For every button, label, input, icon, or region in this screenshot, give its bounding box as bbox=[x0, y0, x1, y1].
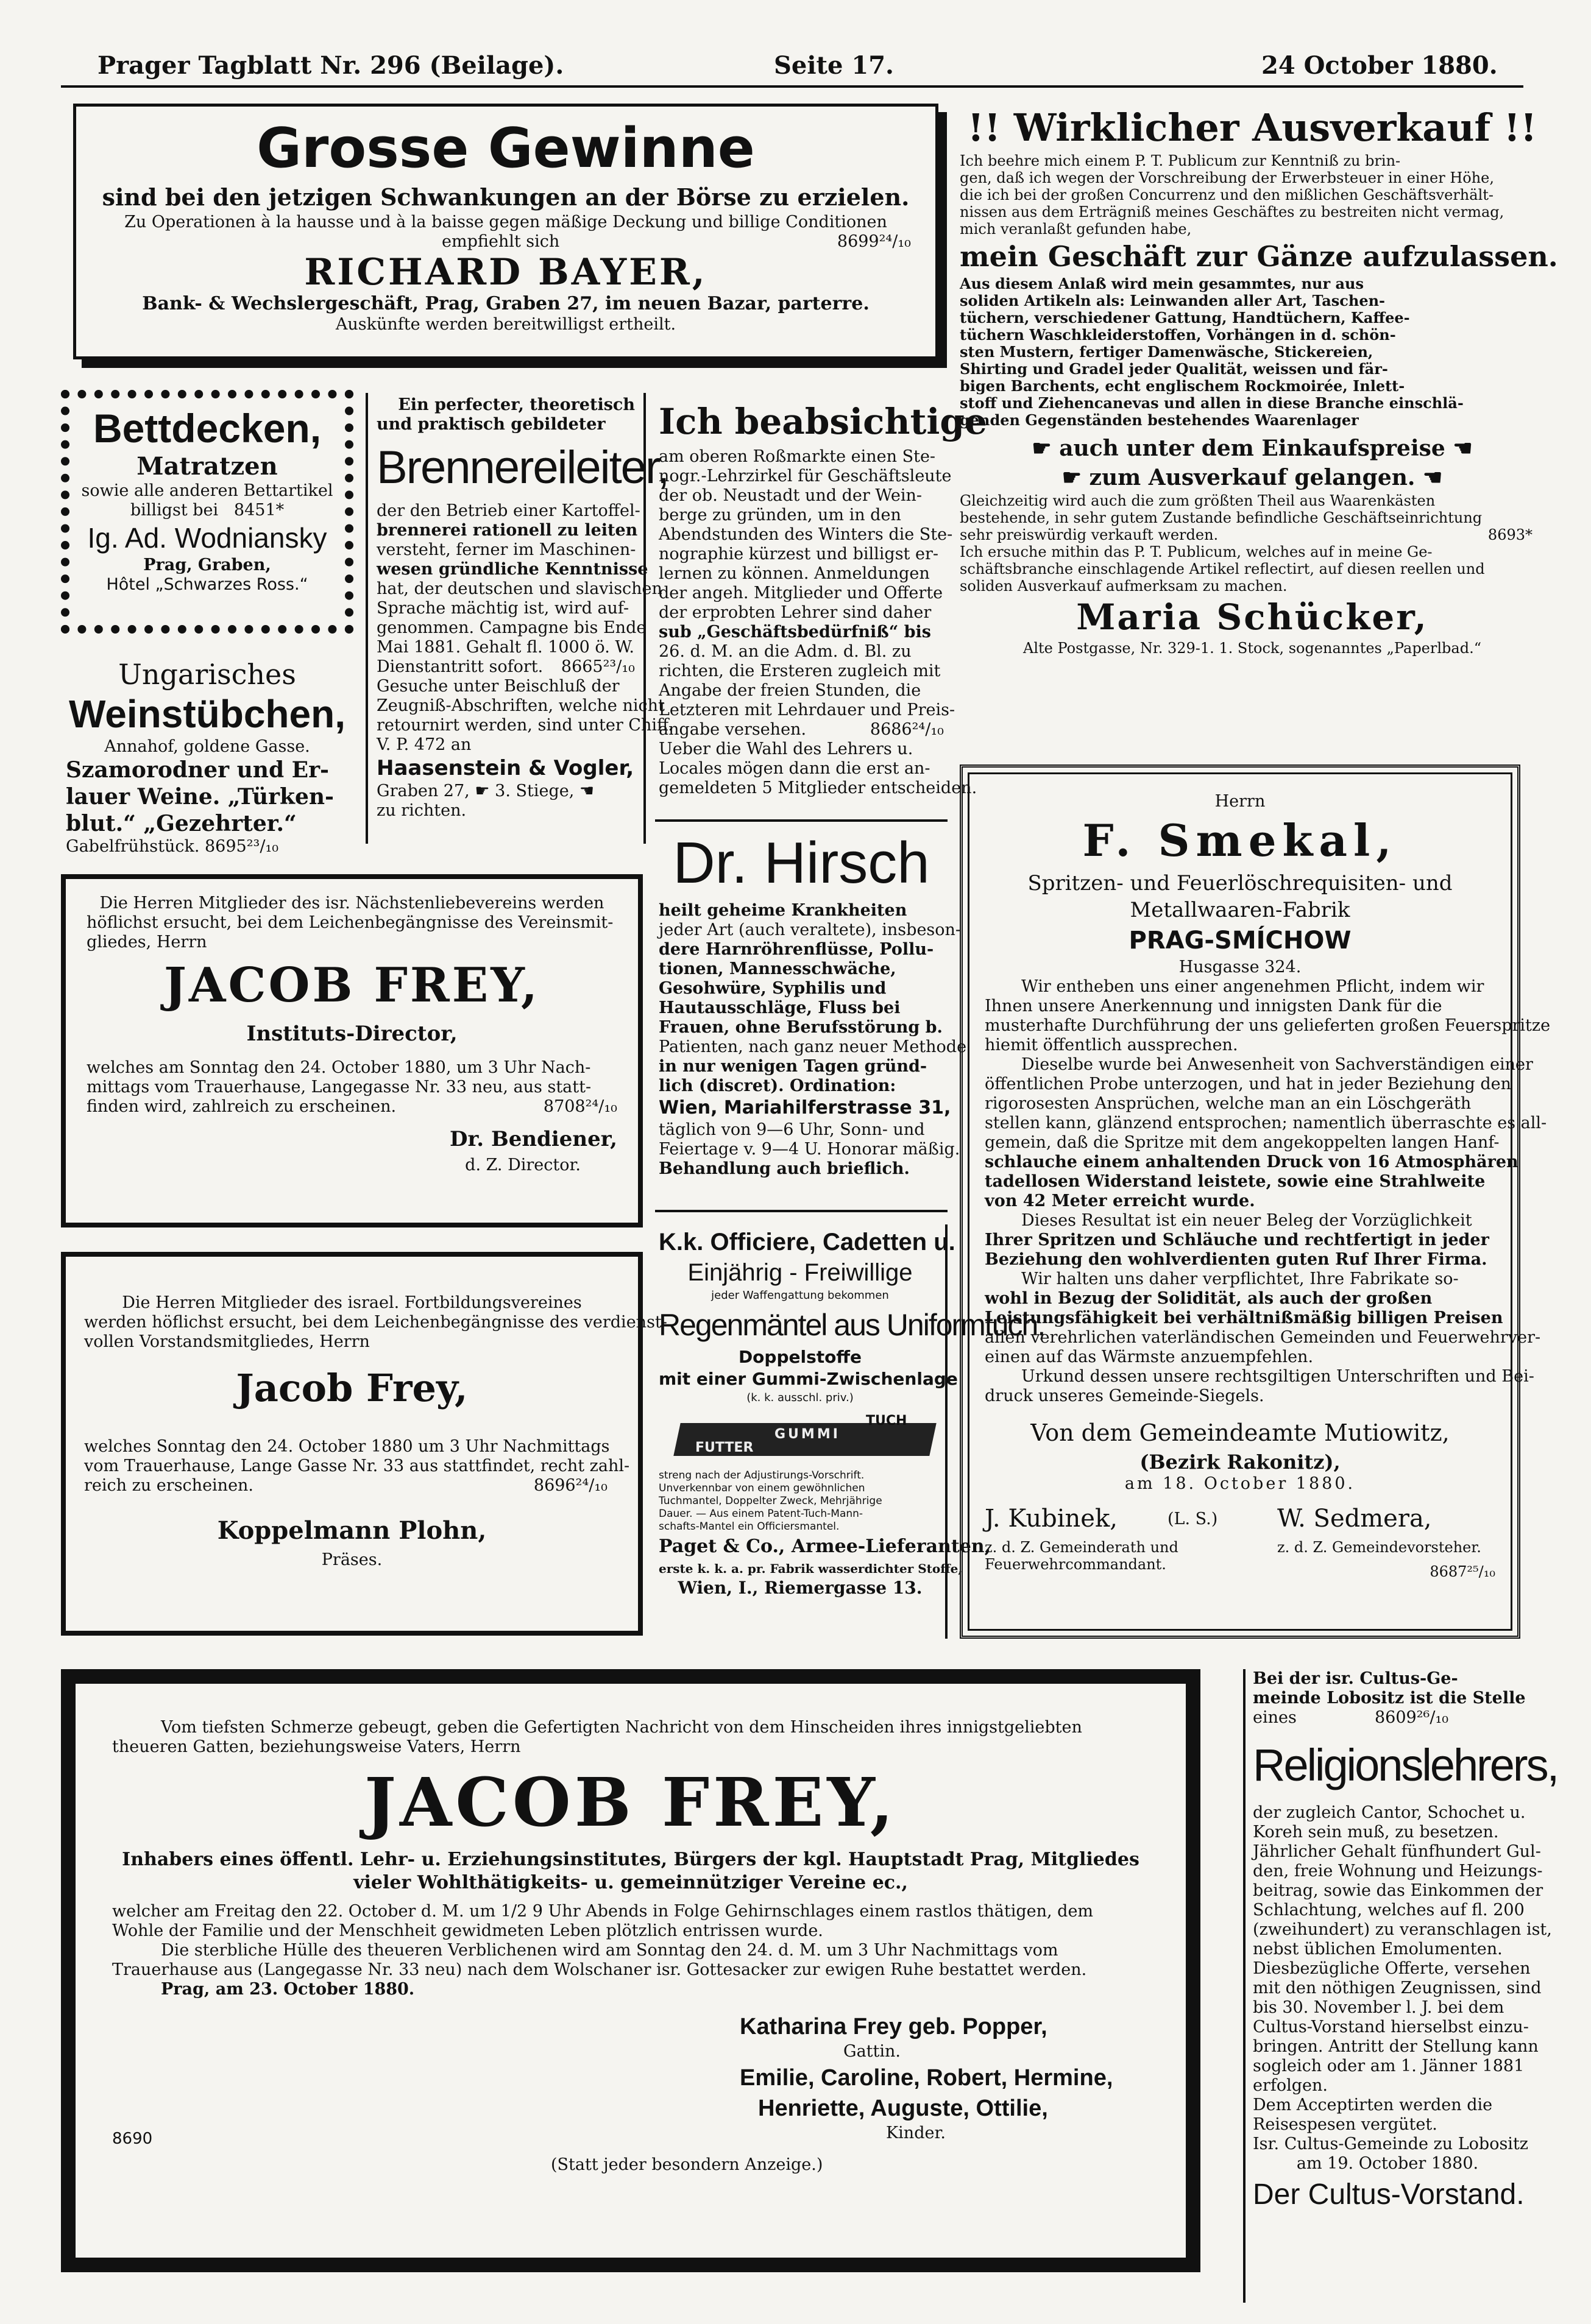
frey3-footer: (Statt jeder besondern Anzeige.) bbox=[551, 2155, 823, 2174]
hirsch-line: lich (discret). Ordination: bbox=[659, 1076, 896, 1095]
ausverkauf-list-line: Shirting und Gradel jeder Qualität, weissen und fär- bbox=[960, 360, 1388, 378]
smekal-body bbox=[985, 977, 1551, 1406]
brennerei-advert bbox=[366, 393, 673, 844]
bayer-code: 8699²⁴/₁₀ bbox=[837, 232, 911, 251]
wein-code: 8695²³/₁₀ bbox=[205, 837, 279, 856]
bettdecken-hotel: Hôtel „Schwarzes Ross.“ bbox=[106, 575, 308, 594]
ausverkauf-mid-2 bbox=[960, 463, 1545, 492]
frey2-intro bbox=[84, 1293, 667, 1352]
relig-line: sogleich oder am 1. Jänner 1881 bbox=[1253, 2057, 1525, 2075]
paget-firm-2: erste k. k. a. pr. Fabrik wasserdichter Stoffe, bbox=[659, 1561, 963, 1576]
lehr-text: angabe versehen. bbox=[659, 720, 807, 739]
bettdecken-text-2 bbox=[80, 501, 334, 520]
relig-line: Isr. Cultus-Gemeinde zu Lobositz bbox=[1253, 2135, 1529, 2153]
frey2-signature-2: Präses. bbox=[321, 1550, 383, 1569]
frey3-code: 8690 bbox=[112, 2130, 153, 2148]
ausverkauf-outro bbox=[960, 492, 1545, 595]
ausverkauf-headline: mein Geschäft zur Gänze aufzulassen. bbox=[960, 240, 1558, 273]
hirsch-line: Patienten, nach ganz neuer Methode bbox=[659, 1037, 967, 1056]
lehr-line: sub „Geschäftsbedürfniß“ bis bbox=[659, 623, 932, 641]
lehr-line: richten, die Ersteren zugleich mit bbox=[659, 662, 941, 680]
relig-line: erfolgen. bbox=[1253, 2076, 1328, 2095]
frey3-body bbox=[112, 1902, 1149, 1999]
ausverkauf-intro-line: mich veranlaßt gefunden habe, bbox=[960, 221, 1192, 238]
frey-notice-2 bbox=[61, 1252, 667, 1636]
frey1-signature-2: d. Z. Director. bbox=[465, 1156, 581, 1174]
pointing-hand-icon: ☚ bbox=[1415, 465, 1443, 490]
smekal-line: musterhafte Durchführung der uns gelieferten großen Feuerspritze bbox=[985, 1016, 1551, 1035]
smekal-sub-2: Metallwaaren-Fabrik bbox=[1130, 898, 1350, 922]
paget-line: schafts-Mantel ein Officiersmantel. bbox=[659, 1520, 840, 1533]
ausverkauf-outro-line: schäftsbranche einschlagende Artikel reflectirt, auf diesen reellen und bbox=[960, 560, 1485, 577]
lehr-line: Abendstunden des Winters die Ste- bbox=[659, 525, 953, 544]
ausverkauf-list bbox=[960, 275, 1545, 429]
brenn-line: genommen. Campagne bis Ende bbox=[377, 618, 647, 637]
smekal-line: stellen kann, glänzend entsprochen; namentlich überraschte es all- bbox=[985, 1114, 1547, 1132]
ausverkauf-list-line: sten Mustern, fertiger Damenwäsche, Stickereien, bbox=[960, 343, 1373, 361]
smekal-date: am 18. October 1880. bbox=[1124, 1474, 1356, 1493]
ausverkauf-outro-line bbox=[960, 526, 1545, 543]
hirsch-line: Frauen, ohne Berufsstörung b. bbox=[659, 1018, 943, 1037]
smekal-herrn: Herrn bbox=[1214, 792, 1266, 811]
frey3-sig-1b: Gattin. bbox=[843, 2042, 901, 2061]
running-header-page: Seite 17. bbox=[774, 51, 894, 80]
smekal-ls: (L. S.) bbox=[1168, 1510, 1218, 1528]
ausverkauf-outro-line: bestehende, in sehr gutem Zustande befindliche Geschäftseinrichtung bbox=[960, 509, 1483, 526]
frey3-line: Wohle der Familie und der Menschheit gewidmeten Leben plötzlich entrissen wurde. bbox=[112, 1921, 823, 1940]
lehr-line: der ob. Neustadt und der Wein- bbox=[659, 486, 923, 505]
frey1-line: mittags vom Trauerhause, Langegasse Nr. 33 neu, aus statt- bbox=[87, 1078, 592, 1097]
paget-firm-3: Wien, I., Riemergasse 13. bbox=[678, 1578, 923, 1598]
lehr-line: lernen zu können. Anmeldungen bbox=[659, 564, 930, 583]
frey3-signatures bbox=[112, 2014, 1149, 2221]
bettdecken-sub: Matratzen bbox=[136, 452, 278, 481]
brenn-line: der den Betrieb einer Kartoffel- bbox=[377, 501, 640, 520]
brenn-text-2: und praktisch gebildeter bbox=[377, 415, 606, 434]
relig-line: Reisespesen vergütet. bbox=[1253, 2115, 1437, 2134]
brenn-text-1: Ein perfecter, theoretisch bbox=[398, 395, 635, 414]
smekal-street: Husgasse 324. bbox=[1178, 958, 1302, 977]
relig-intro bbox=[1253, 1669, 1526, 1728]
smekal-sig1: J. Kubinek, bbox=[985, 1505, 1118, 1533]
smekal-advert bbox=[960, 765, 1551, 1639]
brenn-title: Brennereileiter, bbox=[377, 442, 669, 493]
ausverkauf-outro-text: sehr preiswürdig verkauft werden. bbox=[960, 526, 1219, 543]
running-header-date: 24 October 1880. bbox=[1261, 51, 1498, 80]
bayer-name: RICHARD BAYER, bbox=[304, 251, 707, 294]
bayer-text-2 bbox=[94, 232, 917, 252]
smekal-code: 8687²⁵/₁₀ bbox=[1430, 1563, 1495, 1580]
bettdecken-name: Ig. Ad. Wodniansky bbox=[87, 522, 327, 554]
smekal-line: von 42 Meter erreicht wurde. bbox=[985, 1192, 1255, 1210]
frey3-title-2: vieler Wohlthätigkeits- u. gemeinnütziger Vereine ec., bbox=[353, 1872, 908, 1893]
ausverkauf-intro-line: Ich beehre mich einem P. T. Publicum zur Kenntniß zu brin- bbox=[960, 152, 1401, 169]
paget-firm: Paget & Co., Armee-Lieferanten, bbox=[659, 1536, 991, 1557]
brenn-address-2: 3. Stiege, bbox=[495, 782, 575, 800]
ausverkauf-advert bbox=[954, 104, 1558, 734]
frey3-line: Trauerhause aus (Langegasse Nr. 33 neu) nach dem Wolschaner isr. Gottesacker zur ewigen Ruhe bestattet werden. bbox=[112, 1960, 1087, 1979]
relig-line: den, freie Wohnung und Heizungs- bbox=[1253, 1862, 1543, 1881]
relig-line: Diesbezügliche Offerte, versehen bbox=[1253, 1959, 1531, 1978]
ausverkauf-title: !! Wirklicher Ausverkauf !! bbox=[967, 105, 1537, 150]
wein-text-5 bbox=[66, 837, 349, 856]
frey3-line: Vom tiefsten Schmerze gebeugt, geben die Gefertigten Nachricht von dem Hinscheiden ihres innigstgeliebten bbox=[161, 1718, 1082, 1737]
smekal-line: Dieselbe wurde bei Anwesenheit von Sachverständigen einer bbox=[1021, 1055, 1533, 1074]
bettdecken-advert bbox=[61, 390, 353, 634]
bettdecken-title: Bettdecken, bbox=[93, 406, 322, 451]
smekal-line: Beziehung den wohlverdienten guten Ruf Ihrer Firma. bbox=[985, 1250, 1487, 1269]
frey1-code: 8708²⁴/₁₀ bbox=[543, 1097, 617, 1116]
smekal-sig2: W. Sedmera, bbox=[1277, 1505, 1432, 1533]
frey1-line: gliedes, Herrn bbox=[87, 933, 207, 952]
relig-line: Jährlicher Gehalt fünfhundert Gul- bbox=[1253, 1842, 1541, 1861]
frey3-intro bbox=[112, 1718, 1149, 1757]
frey3-sig-1: Katharina Frey geb. Popper, bbox=[740, 2014, 1047, 2040]
religionslehrer-advert bbox=[1243, 1669, 1558, 2303]
wein-title-2: Weinstübchen, bbox=[69, 692, 345, 736]
brenn-line: Sprache mächtig ist, wird auf- bbox=[377, 599, 629, 618]
paget-line: Dauer. — Aus einem Patent-Tuch-Mann- bbox=[659, 1508, 863, 1520]
wein-text-3: lauer Weine. „Türken- bbox=[66, 784, 334, 810]
smekal-line: druck unseres Gemeinde-Siegels. bbox=[985, 1386, 1264, 1405]
paget-logo bbox=[659, 1411, 941, 1466]
frey1-body bbox=[87, 1058, 617, 1117]
brenn-body bbox=[377, 501, 673, 755]
wein-title-1: Ungarisches bbox=[118, 658, 296, 691]
lehr-line: am oberen Roßmarkte einen Ste- bbox=[659, 447, 936, 466]
frey2-name: Jacob Frey, bbox=[236, 1366, 468, 1410]
relig-line: Dem Acceptirten werden die bbox=[1253, 2096, 1493, 2114]
hirsch-line: heilt geheime Krankheiten bbox=[659, 901, 907, 920]
ausverkauf-intro-line: nissen aus dem Erträgniß meines Geschäftes zu bestreiten nicht vermag, bbox=[960, 203, 1504, 221]
paget-logo-futter: FUTTER bbox=[695, 1440, 754, 1455]
ausverkauf-list-line: tüchern Waschkleiderstoffen, Vorhängen in d. schön- bbox=[960, 326, 1396, 344]
hirsch-line: jeder Art (auch veraltete), insbeson- bbox=[659, 920, 962, 939]
smekal-line: schlauche einem anhaltenden Druck von 16 Atmosphären bbox=[985, 1153, 1518, 1171]
frey2-text: reich zu erscheinen. bbox=[84, 1476, 254, 1495]
ausverkauf-list-line: soliden Artikeln als: Leinwanden aller Art, Taschen- bbox=[960, 292, 1386, 309]
brenn-line bbox=[377, 657, 635, 677]
frey2-line: vom Trauerhause, Lange Gasse Nr. 33 aus stattfindet, recht zahl- bbox=[84, 1457, 630, 1475]
ausverkauf-list-line: genden Gegenständen bestehendes Waarenlager bbox=[960, 411, 1359, 429]
paget-line: Tuchmantel, Doppelter Zweck, Mehrjährige bbox=[659, 1495, 882, 1507]
frey3-sig-3b: Kinder. bbox=[886, 2124, 946, 2142]
relig-line: am 19. October 1880. bbox=[1296, 2154, 1479, 2173]
frey2-line: Die Herren Mitglieder des israel. Fortbildungsvereines bbox=[122, 1293, 582, 1312]
lehr-line: Ueber die Wahl des Lehrers u. bbox=[659, 740, 913, 758]
relig-signature: Der Cultus-Vorstand. bbox=[1253, 2178, 1525, 2211]
brenn-line: Gesuche unter Beischluß der bbox=[377, 677, 620, 696]
frey2-line: vollen Vorstandsmitgliedes, Herrn bbox=[84, 1332, 370, 1351]
paget-title-1: K.k. Officiere, Cadetten u. bbox=[659, 1229, 955, 1256]
frey1-line bbox=[87, 1097, 617, 1117]
lehr-line: nographie kürzest und billigst er- bbox=[659, 545, 938, 563]
relig-line: mit den nöthigen Zeugnissen, sind bbox=[1253, 1979, 1542, 1997]
paget-line: streng nach der Adjustirungs-Vorschrift. bbox=[659, 1469, 865, 1482]
frey2-line bbox=[84, 1476, 620, 1496]
frey1-name: JACOB FREY, bbox=[164, 958, 540, 1013]
frey1-title: Instituts-Director, bbox=[246, 1022, 458, 1046]
smekal-line: wohl in Bezug der Solidität, als auch der großen bbox=[985, 1289, 1433, 1308]
brenn-line: hat, der deutschen und slavischen bbox=[377, 579, 662, 598]
brenn-address-1: Graben 27, bbox=[377, 782, 470, 800]
hirsch-body bbox=[659, 901, 967, 1179]
smekal-sub-1: Spritzen- und Feuerlöschrequisiten- und bbox=[1027, 871, 1453, 895]
paget-title-6: mit einer Gummi-Zwischenlage bbox=[659, 1369, 958, 1389]
bayer-info: Auskünfte werden bereitwilligst ertheilt. bbox=[335, 315, 676, 334]
brenn-line: brennerei rationell zu leiten bbox=[377, 521, 638, 540]
hirsch-advert bbox=[655, 819, 967, 1212]
ausverkauf-outro-line: soliden Ausverkauf aufmerksam zu machen. bbox=[960, 577, 1288, 595]
ausverkauf-list-line: bigen Barchents, echt englischem Rockmoirée, Inlett- bbox=[960, 377, 1405, 395]
lehr-line: Angabe der freien Stunden, die bbox=[659, 681, 921, 700]
pointing-hand-icon: ☚ bbox=[1445, 436, 1473, 461]
lehr-line: nogr.-Lehrzirkel für Geschäftsleute bbox=[659, 467, 952, 486]
frey-notice-1 bbox=[61, 874, 643, 1227]
ausverkauf-list-line: Aus diesem Anlaß wird mein gesammtes, nur aus bbox=[960, 275, 1364, 292]
pointing-hand-icon: ☛ bbox=[475, 782, 490, 800]
bayer-subtitle: sind bei den jetzigen Schwankungen an der Börse zu erzielen. bbox=[102, 183, 910, 211]
lehr-body bbox=[659, 447, 977, 798]
hirsch-line: Hautausschläge, Fluss bei bbox=[659, 998, 901, 1017]
relig-code: 8609²⁶/₁₀ bbox=[1375, 1708, 1449, 1727]
ausverkauf-address: Alte Postgasse, Nr. 329-1. 1. Stock, sogenanntes „Paperlbad.“ bbox=[1023, 640, 1481, 657]
hirsch-line: dere Harnröhrenflüsse, Pollu- bbox=[659, 940, 934, 959]
running-header-left: Prager Tagblatt Nr. 296 (Beilage). bbox=[97, 51, 564, 80]
lehr-line: gemeldeten 5 Mitglieder entscheiden. bbox=[659, 779, 977, 797]
frey3-sig-2: Emilie, Caroline, Robert, Hermine, bbox=[740, 2065, 1113, 2091]
ausverkauf-intro-line: gen, daß ich wegen der Vorschreibung der Erwerbsteuer in einer Höhe, bbox=[960, 169, 1495, 186]
brenn-line: Mai 1881. Gehalt fl. 1000 ö. W. bbox=[377, 638, 634, 657]
frey2-signature: Koppelmann Plohn, bbox=[217, 1516, 487, 1545]
hirsch-line: Behandlung auch brieflich. bbox=[659, 1159, 910, 1178]
frey3-line: Prag, am 23. October 1880. bbox=[161, 1980, 415, 1999]
smekal-signatures bbox=[985, 1505, 1495, 1584]
smekal-city: PRAG-SMÍCHOW bbox=[1129, 927, 1352, 955]
relig-body bbox=[1253, 1803, 1552, 2174]
hirsch-line: täglich von 9—6 Uhr, Sonn- und bbox=[659, 1120, 925, 1139]
header-rule bbox=[61, 85, 1523, 88]
ausverkauf-list-line: stoff und Ziehencanevas und allen in diese Branche einschlä- bbox=[960, 394, 1464, 412]
ausverkauf-mid-1-text: auch unter dem Einkaufspreise bbox=[1059, 436, 1445, 461]
smekal-line: allen verehrlichen vaterländischen Gemeinden und Feuerwehrver- bbox=[985, 1328, 1541, 1347]
hirsch-title: Dr. Hirsch bbox=[673, 830, 930, 895]
wein-breakfast: Gabelfrühstück. bbox=[66, 837, 200, 856]
brenn-code: 8665²³/₁₀ bbox=[561, 657, 635, 676]
relig-line: Koreh sein muß, zu besetzen. bbox=[1253, 1823, 1499, 1842]
smekal-line: öffentlichen Probe unterzogen, und hat in jeder Beziehung den bbox=[985, 1075, 1511, 1093]
relig-title: Religionslehrers, bbox=[1253, 1740, 1558, 1790]
paget-logo-gummi: GUMMI bbox=[774, 1427, 840, 1442]
frey1-signature: Dr. Bendiener, bbox=[450, 1127, 617, 1151]
paget-body bbox=[659, 1469, 941, 1533]
wein-text-4: blut.“ „Gezehrter.“ bbox=[66, 811, 297, 836]
paget-title-4: Regenmäntel aus Uniformtuch, bbox=[659, 1308, 1045, 1342]
pointing-hand-icon: ☛ bbox=[1032, 436, 1060, 461]
bayer-title: Grosse Gewinne bbox=[257, 116, 755, 180]
hirsch-line: Wien, Mariahilferstrasse 31, bbox=[659, 1097, 951, 1118]
hirsch-line: Feiertage v. 9—4 U. Honorar mäßig. bbox=[659, 1140, 960, 1159]
bayer-advert bbox=[73, 104, 938, 359]
ausverkauf-intro bbox=[960, 152, 1545, 238]
relig-line: beitrag, sowie das Einkommen der bbox=[1253, 1881, 1543, 1900]
smekal-line: Dieses Resultat ist ein neuer Beleg der Vorzüglichkeit bbox=[1021, 1211, 1472, 1230]
ausverkauf-list-line: tüchern, verschiedener Gattung, Handtüchern, Kaffee- bbox=[960, 309, 1410, 327]
frey1-intro bbox=[87, 894, 617, 952]
ausverkauf-mid-2-text: zum Ausverkauf gelangen. bbox=[1089, 465, 1416, 490]
frey3-name: JACOB FREY, bbox=[364, 1763, 898, 1842]
lehr-line: berge zu gründen, um in den bbox=[659, 506, 901, 524]
brenn-firm: Haasenstein & Vogler, bbox=[377, 756, 634, 780]
smekal-line: gemein, daß die Spritze mit dem angekoppelten langen Hanf- bbox=[985, 1133, 1500, 1152]
smekal-line: Ihrer Spritzen und Schläuche und rechtfertigt in jeder bbox=[985, 1231, 1489, 1249]
frey1-text: finden wird, zahlreich zu erscheinen. bbox=[87, 1097, 397, 1116]
smekal-line: hiemit öffentlich aussprechen. bbox=[985, 1036, 1238, 1054]
bettdecken-address: Prag, Graben, bbox=[143, 556, 271, 574]
frey-family-notice bbox=[61, 1669, 1200, 2272]
frey3-line: theueren Gatten, beziehungsweise Vaters, Herrn bbox=[112, 1737, 521, 1756]
paget-advert bbox=[655, 1224, 1045, 1639]
frey1-line: Die Herren Mitglieder des isr. Nächstenliebevereins werden bbox=[99, 894, 604, 913]
smekal-line: Leistungsfähigkeit bei verhältnißmäßig billigen Preisen bbox=[985, 1309, 1503, 1327]
lehr-line: Locales mögen dann die erst an- bbox=[659, 759, 930, 778]
brenn-line: wesen gründliche Kenntnisse bbox=[377, 560, 648, 579]
ausverkauf-code: 8693* bbox=[1487, 526, 1533, 543]
ausverkauf-outro-line: Ich ersuche mithin das P. T. Publicum, welches auf in meine Ge- bbox=[960, 543, 1433, 560]
lehr-title: Ich beabsichtige bbox=[659, 401, 987, 442]
frey2-body bbox=[84, 1437, 630, 1496]
frey3-sig-3: Henriette, Auguste, Ottilie, bbox=[758, 2096, 1048, 2121]
relig-line: meinde Lobositz ist die Stelle bbox=[1253, 1689, 1526, 1708]
lehrzirkel-advert bbox=[655, 396, 987, 816]
wein-text-1: Annahof, goldene Gasse. bbox=[104, 737, 310, 756]
brenn-line: V. P. 472 an bbox=[377, 735, 472, 754]
frey2-code: 8696²⁴/₁₀ bbox=[533, 1476, 608, 1495]
ausverkauf-outro-line: Gleichzeitig wird auch die zum größten Theil aus Waarenkästen bbox=[960, 492, 1436, 509]
smekal-line: tadellosen Widerstand leistete, sowie eine Strahlweite bbox=[985, 1172, 1486, 1191]
wein-text-2: Szamorodner und Er- bbox=[66, 757, 329, 783]
lehr-line: der angeh. Mitglieder und Offerte bbox=[659, 584, 943, 602]
brenn-start-text: Dienstantritt sofort. bbox=[377, 657, 544, 676]
smekal-line: rigorosesten Ansprüchen, welche man an ein Löschgeräth bbox=[985, 1094, 1472, 1113]
hirsch-line: tionen, Mannesschwäche, bbox=[659, 959, 896, 978]
smekal-bezirk: (Bezirk Rakonitz), bbox=[1139, 1450, 1341, 1474]
smekal-line: Wir entheben uns einer angenehmen Pflicht, indem wir bbox=[1021, 977, 1484, 996]
frey2-line: welches Sonntag den 24. October 1880 um 3 Uhr Nachmittags bbox=[84, 1437, 610, 1456]
frey2-line: werden höflichst ersucht, bei dem Leichenbegängnisse des verdienst- bbox=[84, 1313, 667, 1332]
bayer-recommend: empfiehlt sich bbox=[442, 232, 560, 251]
relig-line: der zugleich Cantor, Schochet u. bbox=[1253, 1803, 1526, 1822]
smekal-sig2-title: z. d. Z. Gemeindevorsteher. bbox=[1277, 1539, 1481, 1556]
weinstuebchen-advert bbox=[61, 658, 353, 859]
relig-line: bringen. Antritt der Stellung kann bbox=[1253, 2037, 1539, 2056]
relig-line bbox=[1253, 1708, 1522, 1728]
bayer-address: Bank- & Wechslergeschäft, Prag, Graben 27, im neuen Bazar, parterre. bbox=[142, 293, 870, 314]
smekal-line: Wir halten uns daher verpflichtet, Ihre Fabrikate so- bbox=[1021, 1270, 1459, 1288]
smekal-line: Ihnen unsere Anerkennung und innigsten Dank für die bbox=[985, 997, 1442, 1015]
relig-line: Cultus-Vorstand hierselbst einzu- bbox=[1253, 2018, 1529, 2036]
lehr-code: 8686²⁴/₁₀ bbox=[870, 720, 944, 739]
frey3-line: Die sterbliche Hülle des theueren Verblichenen wird am Sonntag den 24. d. M. um 3 Uhr Nachmittags vom bbox=[161, 1941, 1058, 1960]
lehr-line: der erprobten Lehrer sind daher bbox=[659, 603, 932, 622]
smekal-sig1-title: z. d. Z. Gemeinderath und bbox=[985, 1539, 1178, 1556]
ausverkauf-mid-1 bbox=[960, 434, 1545, 463]
paget-title-5: Doppelstoffe bbox=[738, 1347, 862, 1367]
brenn-line: Zeugniß-Abschriften, welche nicht bbox=[377, 696, 665, 715]
relig-line: Schlachtung, welches auf fl. 200 bbox=[1253, 1901, 1525, 1920]
paget-title-2: Einjährig - Freiwillige bbox=[687, 1259, 913, 1286]
smekal-from: Von dem Gemeindeamte Mutiowitz, bbox=[1030, 1419, 1450, 1446]
frey3-line: welcher am Freitag den 22. October d. M. um 1/2 9 Uhr Abends in Folge Gehirnschlages einem rastlos thätigen, dem bbox=[112, 1902, 1094, 1921]
lehr-line bbox=[659, 720, 944, 740]
bettdecken-code: 8451* bbox=[233, 501, 285, 520]
ausverkauf-name: Maria Schücker, bbox=[1076, 596, 1428, 638]
pointing-hand-icon: ☛ bbox=[1061, 465, 1090, 490]
bettdecken-cheapest: billigst bei bbox=[130, 501, 219, 520]
hirsch-line: Gesohwüre, Syphilis und bbox=[659, 979, 887, 998]
brenn-address bbox=[377, 782, 635, 801]
lehr-line: 26. d. M. an die Adm. d. Bl. zu bbox=[659, 642, 912, 661]
pointing-hand-icon: ☚ bbox=[579, 782, 595, 800]
smekal-name: F. Smekal, bbox=[1082, 814, 1398, 866]
smekal-line: einen auf das Wärmste anzuempfehlen. bbox=[985, 1347, 1314, 1366]
ausverkauf-intro-line: die ich bei der großen Concurrenz und den mißlichen Geschäftsverhält- bbox=[960, 186, 1494, 203]
smekal-sig1-title-2: Feuerwehrcommandant. bbox=[985, 1556, 1166, 1573]
relig-line: bis 30. November l. J. bei dem bbox=[1253, 1998, 1504, 2017]
frey3-title-1: Inhabers eines öffentl. Lehr- u. Erziehungsinstitutes, Bürgers der kgl. Hauptstadt Prag, Mitgliedes bbox=[122, 1849, 1139, 1870]
brenn-line: retournirt werden, sind unter Chiff. bbox=[377, 716, 673, 735]
bettdecken-text-1: sowie alle anderen Bettartikel bbox=[81, 481, 333, 500]
brenn-line: versteht, ferner im Maschinen- bbox=[377, 540, 636, 559]
relig-line: (zweihundert) zu veranschlagen ist, bbox=[1253, 1920, 1552, 1939]
relig-line: Bei der isr. Cultus-Ge- bbox=[1253, 1669, 1458, 1688]
hirsch-line: in nur wenigen Tagen gründ- bbox=[659, 1057, 927, 1076]
relig-text: eines bbox=[1253, 1708, 1297, 1727]
lehr-line: Letzteren mit Lehrdauer und Preis- bbox=[659, 701, 955, 719]
smekal-line: Urkund dessen unsere rechtsgiltigen Unterschriften und Bei- bbox=[1021, 1367, 1534, 1386]
paget-line: Unverkennbar von einem gewöhnlichen bbox=[659, 1482, 865, 1494]
paget-title-7: (k. k. ausschl. priv.) bbox=[746, 1391, 854, 1404]
paget-logo-tuch: TUCH bbox=[866, 1413, 907, 1429]
paget-title-3: jeder Waffengattung bekommen bbox=[711, 1289, 889, 1302]
frey1-line: welches am Sonntag den 24. October 1880, um 3 Uhr Nach- bbox=[87, 1058, 591, 1077]
relig-line: nebst üblichen Emolumenten. bbox=[1253, 1940, 1503, 1958]
frey1-line: höflichst ersucht, bei dem Leichenbegängnisse des Vereinsmit- bbox=[87, 913, 614, 932]
brenn-address-3: zu richten. bbox=[377, 801, 467, 820]
bayer-text-1: Zu Operationen à la hausse und à la baisse gegen mäßige Deckung und billige Conditionen bbox=[124, 213, 887, 231]
